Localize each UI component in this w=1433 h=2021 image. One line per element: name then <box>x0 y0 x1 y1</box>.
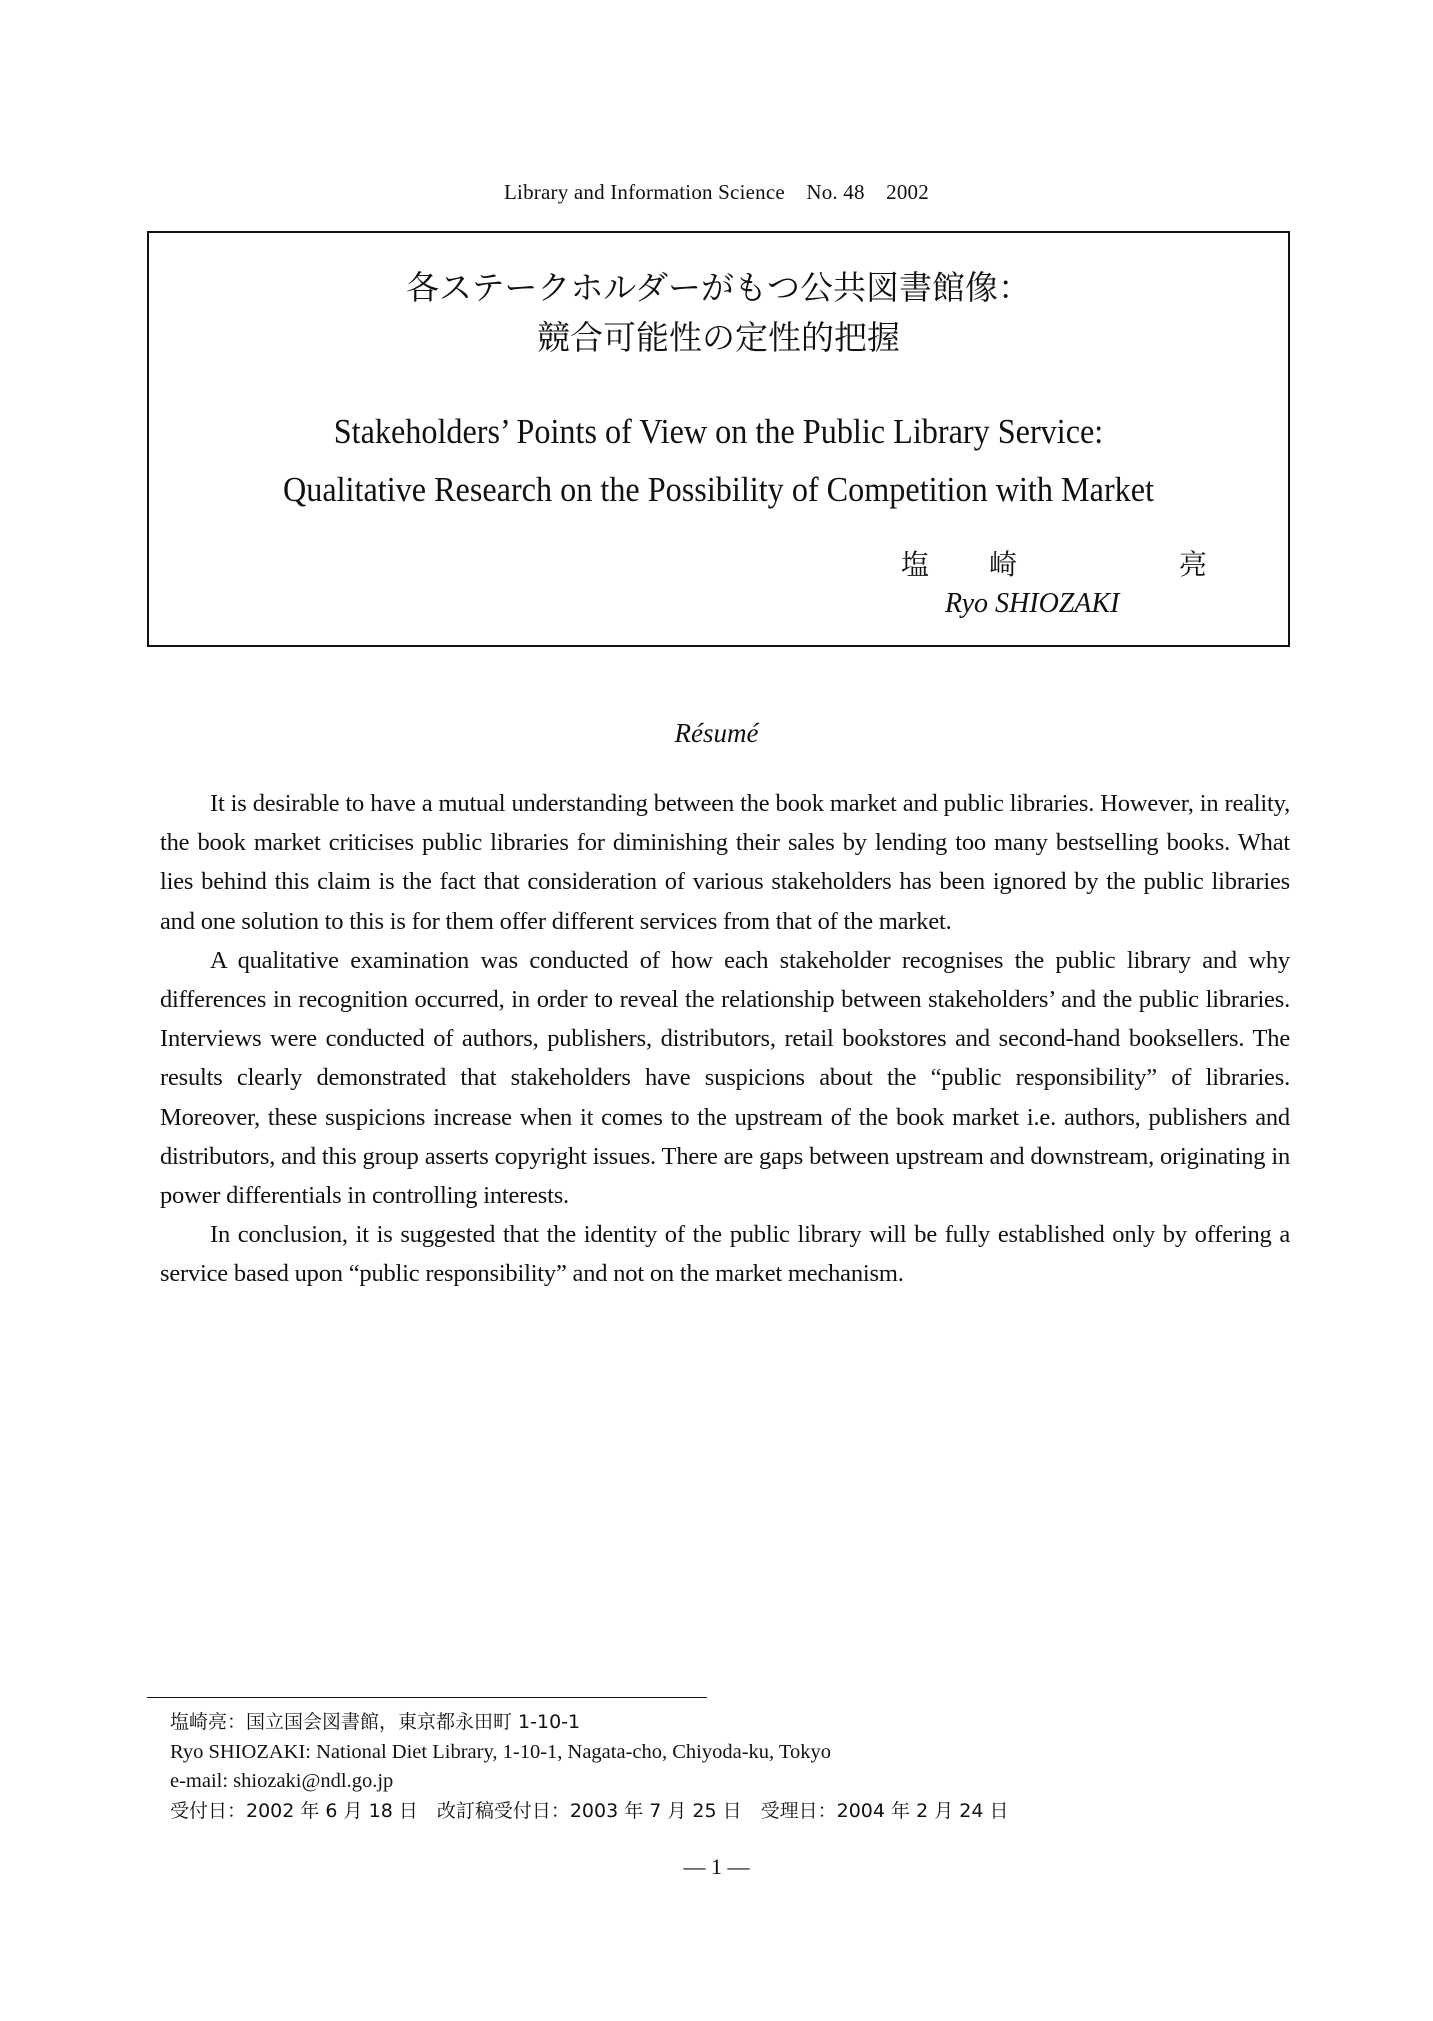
email-address: e-mail: shiozaki@ndl.go.jp <box>170 1770 394 1792</box>
english-title <box>195 403 1243 519</box>
english-title-line-2: Qualitative Research on the Possibility of Competition with Market <box>282 470 1155 509</box>
abstract-paragraph-2: A qualitative examination was conducted of how each stakeholder recognises the public library and why differences in recognition occurred, in order to reveal the relationship between stakeholders’ and the public libraries. Interviews were conducted of authors, publishers, distributors, retail bookstores and second-hand booksellers. The results clearly demonstrated that stakeholders have suspicions about the “public responsibility” of libraries. Moreover, these suspicions increase when it comes to the upstream of the book market i.e. authors, publishers and distributors, and this group asserts copyright issues. There are gaps between upstream and downstream, originating in power differentials in controlling interests. <box>160 946 1290 1210</box>
title-box <box>147 231 1290 647</box>
running-head <box>0 180 1433 205</box>
abstract-body <box>160 784 1290 1294</box>
abstract-heading: Résumé <box>674 718 759 748</box>
author-name-japanese <box>901 543 1207 583</box>
japanese-title-line-2: 競合可能性の定性的把握 <box>537 318 900 357</box>
abstract-paragraph-3: In conclusion, it is suggested that the identity of the public library will be fully established only by offering a service based upon “public responsibility” and not on the market mechanism. <box>160 1221 1290 1288</box>
japanese-title <box>149 263 1288 363</box>
journal-name: Library and Information Science <box>504 180 785 204</box>
submission-dates: 受付日：2002 年 6 月 18 日 改訂稿受付日：2003 年 7 月 25 日 受理日：2004 年 2 月 24 日 <box>170 1799 1009 1822</box>
author-given-name: 亮 <box>1179 548 1208 581</box>
japanese-title-line-1: 各ステークホルダーがもつ公共図書館像： <box>405 268 1032 307</box>
publication-year: 2002 <box>886 180 929 204</box>
page-number: — 1 — <box>683 1854 750 1879</box>
footnote-divider <box>147 1697 707 1698</box>
author-name-english: Ryo SHIOZAKI <box>945 588 1120 619</box>
affiliation-japanese: 塩崎亮：国立国会図書館，東京都永田町 1-10-1 <box>170 1711 581 1733</box>
issue-number: No. 48 <box>806 180 865 204</box>
english-title-line-1: Stakeholders’ Points of View on the Public Library Service: <box>333 412 1104 451</box>
author-family-char-1: 塩 <box>901 548 930 581</box>
affiliation-english: Ryo SHIOZAKI: National Diet Library, 1-10-1, Nagata-cho, Chiyoda-ku, Tokyo <box>170 1740 832 1763</box>
footnotes <box>170 1708 1008 1826</box>
author-family-char-2: 崎 <box>989 548 1018 581</box>
abstract-paragraph-1: It is desirable to have a mutual understanding between the book market and public libraries. However, in reality, the book market criticises public libraries for diminishing their sales by lending too many bestselling books. What lies behind this claim is the fact that consideration of various stakeholders has been ignored by the public libraries and one solution to this is for them offer different services from that of the market. <box>160 790 1290 935</box>
